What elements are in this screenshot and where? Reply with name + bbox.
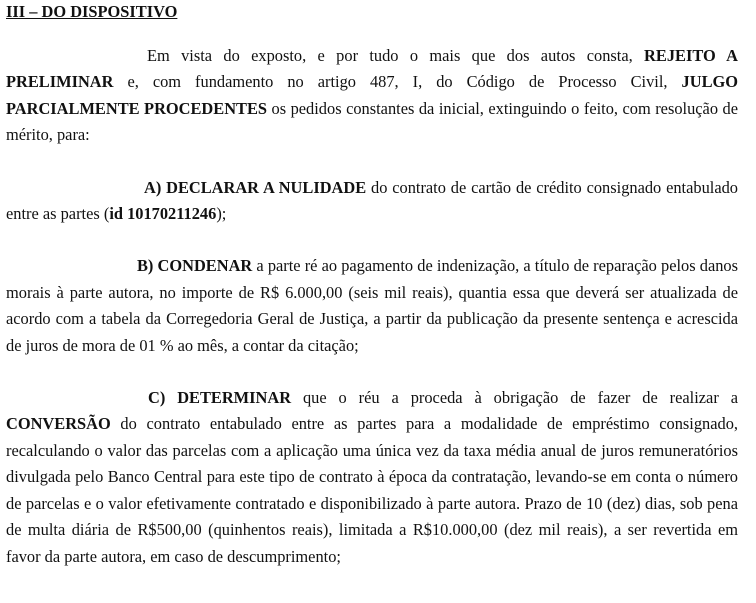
paragraph-text: a parte ré ao pagamento de indenização, a título de reparação pelos danos morais à parte autora, no importe de R$ 6.000,00 (seis mil reais), quantia essa que deverá ser atualizada de acordo com a tabela da Corregedoria Geral de Justiça, a partir da publicação da presente sentença e acrescida de juros de mora de 01 % ao mês, a contar da citação; [6, 256, 738, 355]
document-page [6, 0, 738, 570]
item-a-label: A) DECLARAR A NULIDADE [144, 177, 367, 197]
section-heading: III – DO DISPOSITIVO [6, 2, 178, 21]
bold-phrase-julgo: JULGO PARCIALMENTE PROCEDENTES [6, 72, 738, 118]
contract-id: id 10170211246 [109, 204, 217, 224]
item-b-paragraph [6, 253, 738, 359]
item-b-label: B) CONDENAR [137, 256, 253, 276]
item-a-paragraph [6, 175, 738, 228]
bold-phrase-rejeito: REJEITO A PRELIMINAR [6, 46, 738, 92]
paragraph-text: ); [216, 204, 227, 224]
item-c-paragraph [6, 385, 738, 570]
paragraph-text: do contrato entabulado entre as partes para a modalidade de empréstimo consignado, recalculando o valor das parcelas com a aplicação uma única vez da taxa média anual de juros remuneratórios divulgada pelo Banco Central para este tipo de contrato à época da contratação, levando-se em conta o número de parcelas e o valor efetivamente contratado e disponibilizado à parte autora. Prazo de 10 (dez) dias, sob pena de multa diária de R$500,00 (quinhentos reais), limitada a R$10.000,00 (dez mil reais), a ser revertida em favor da parte autora, em caso de descumprimento; [6, 414, 738, 566]
paragraph-text: do contrato de cartão de crédito consignado entabulado entre as partes ( [6, 177, 738, 224]
paragraph-text: os pedidos constantes da inicial, extinguindo o feito, com resolução de mérito, para: [6, 98, 738, 145]
bold-phrase-conversao: CONVERSÃO [6, 414, 111, 434]
item-c-label: C) DETERMINAR [148, 388, 292, 408]
paragraph-text: Em vista do exposto, e por tudo o mais que dos autos consta, [147, 46, 645, 65]
paragraph-text: e, com fundamento no artigo 487, I, do Código de Processo Civil, [113, 72, 682, 92]
disposition-paragraph [6, 43, 738, 149]
paragraph-text: que o réu a proceda à obrigação de fazer de realizar a [291, 388, 738, 408]
